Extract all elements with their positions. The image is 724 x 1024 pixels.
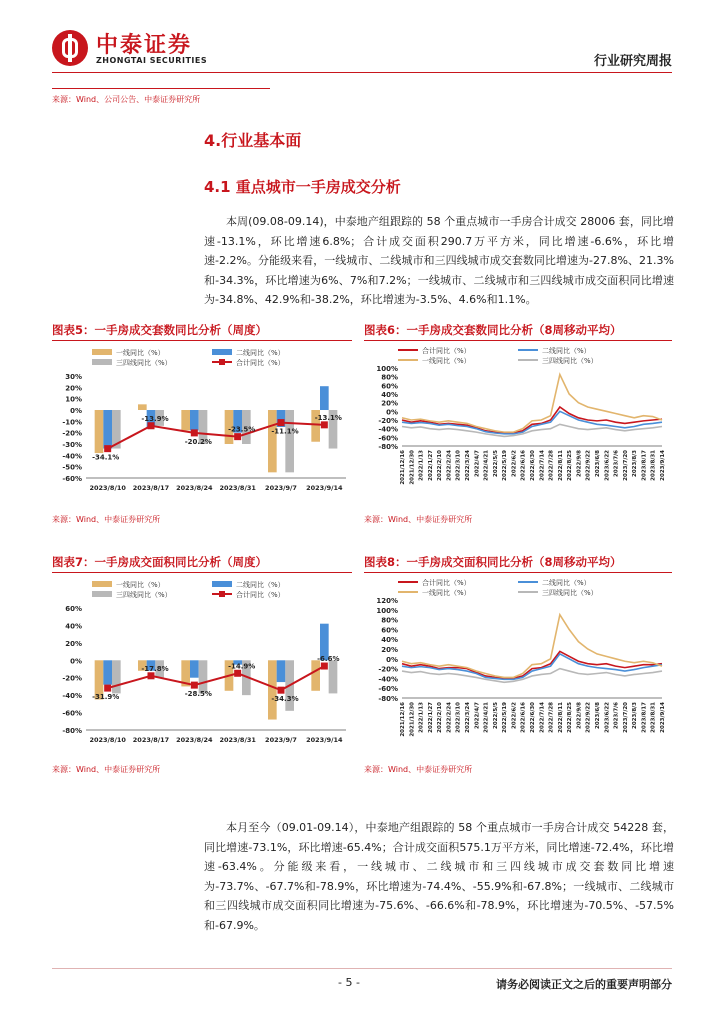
x-tick-label: 2023/7/20 bbox=[622, 450, 629, 481]
x-tick-label: 2022/5/19 bbox=[502, 702, 509, 733]
x-tick-label: 2022/5/5 bbox=[492, 702, 499, 729]
x-tick-label: 2022/6/2 bbox=[511, 450, 518, 477]
legend-label: 一线同比（%） bbox=[116, 349, 165, 357]
fig6-title: 图表6：一手房成交套数同比分析（8周移动平均） bbox=[364, 323, 622, 337]
logo-text-cn: 中泰证券 bbox=[96, 33, 193, 58]
y-tick-label: 20% bbox=[381, 646, 398, 654]
x-tick-label: 2022/4/21 bbox=[483, 702, 490, 733]
y-tick-label: 100% bbox=[376, 365, 398, 373]
paragraph-weekly: 本周(09.08-09.14)，中泰地产组跟踪的 58 个重点城市一手房合计成交 28006 套，同比增速-13.1%，环比增速6.8%；合计成交面积290.7万平方米，同比增速-6.6%，环比增速-2.2%。分能级来看，一线城市、二线城市和三四线城市成交套数同比增速为-27.8%、21.3%和-34.3%，环比增速为6%、7%和7.2%；一线城市、二线城市和三四线城市成交面积同比增速为-34.8%、42.9%和-38.2%，环比增速为-3.5%、4.6%和1.1%。 bbox=[204, 215, 674, 306]
data-label: -6.6% bbox=[317, 655, 340, 664]
x-tick-label: 2023/8/31 bbox=[219, 484, 256, 492]
x-tick-label: 2022/2/10 bbox=[437, 702, 444, 733]
y-tick-label: 0% bbox=[386, 408, 398, 417]
y-tick-label: -10% bbox=[62, 418, 82, 427]
data-label: -17.8% bbox=[141, 664, 169, 673]
x-tick-label: 2022/2/24 bbox=[446, 450, 453, 481]
y-tick-label: -80% bbox=[378, 695, 398, 703]
y-tick-label: -40% bbox=[62, 452, 82, 461]
y-tick-label: -60% bbox=[378, 685, 398, 694]
y-tick-label: -30% bbox=[62, 441, 82, 449]
x-tick-label: 2021/12/16 bbox=[400, 702, 406, 737]
x-tick-label: 2022/2/10 bbox=[437, 450, 444, 481]
fig5-chart bbox=[52, 344, 352, 504]
fig5-title-underline bbox=[52, 340, 352, 341]
bar bbox=[320, 386, 329, 410]
header-divider bbox=[52, 72, 672, 73]
y-tick-label: -80% bbox=[378, 443, 398, 451]
bar bbox=[112, 660, 121, 693]
y-tick-label: -20% bbox=[62, 674, 82, 683]
x-tick-label: 2023/8/31 bbox=[650, 450, 657, 481]
x-tick-label: 2023/9/14 bbox=[660, 450, 666, 481]
x-tick-label: 2022/6/16 bbox=[520, 450, 527, 481]
x-tick-label: 2022/4/21 bbox=[483, 450, 490, 481]
x-tick-label: 2023/6/22 bbox=[604, 702, 611, 733]
legend-bar-swatch bbox=[212, 581, 232, 587]
y-tick-label: 60% bbox=[381, 626, 398, 635]
x-tick-label: 2023/8/17 bbox=[132, 484, 170, 492]
legend-label: 三四线同比（%） bbox=[542, 357, 598, 365]
x-tick-label: 2023/8/24 bbox=[176, 484, 213, 492]
x-tick-label: 2022/9/8 bbox=[576, 450, 583, 477]
fig6-title-underline bbox=[364, 340, 672, 341]
y-tick-label: 0% bbox=[386, 655, 398, 664]
legend-label: 一线同比（%） bbox=[116, 581, 165, 589]
legend-bar-swatch bbox=[92, 359, 112, 365]
legend-label: 二线同比（%） bbox=[542, 347, 591, 355]
x-tick-label: 2022/7/28 bbox=[548, 450, 555, 481]
x-tick-label: 2023/7/6 bbox=[613, 702, 620, 729]
total-marker bbox=[321, 421, 328, 428]
bar bbox=[95, 410, 104, 453]
bar bbox=[138, 404, 147, 410]
footer-divider bbox=[52, 968, 672, 969]
x-tick-label: 2023/8/31 bbox=[650, 702, 657, 733]
fig5-source: 来源：Wind、中泰证券研究所 bbox=[52, 515, 161, 524]
legend-label: 二线同比（%） bbox=[542, 579, 591, 587]
x-tick-label: 2021/12/30 bbox=[409, 702, 416, 737]
bar bbox=[103, 410, 112, 449]
total-marker bbox=[148, 422, 155, 429]
y-tick-label: -20% bbox=[378, 665, 398, 674]
bar bbox=[199, 660, 208, 693]
legend-bar-swatch bbox=[92, 581, 112, 587]
section-heading: 4.行业基本面 bbox=[204, 131, 302, 150]
data-label: -23.5% bbox=[228, 425, 256, 434]
y-tick-label: 80% bbox=[381, 373, 398, 382]
y-tick-label: 120% bbox=[376, 597, 398, 605]
top-source-note: 来源：Wind、公司公告、中泰证券研究所 bbox=[52, 95, 201, 104]
fig8-chart bbox=[364, 576, 672, 756]
data-label: -11.1% bbox=[271, 427, 299, 436]
bar bbox=[277, 660, 286, 682]
x-tick-label: 2023/9/14 bbox=[306, 484, 343, 492]
bar bbox=[268, 410, 277, 472]
y-tick-label: 0% bbox=[70, 657, 82, 666]
x-tick-label: 2023/8/10 bbox=[89, 484, 126, 492]
total-marker bbox=[234, 433, 241, 440]
bar bbox=[190, 660, 199, 677]
x-tick-label: 2022/7/14 bbox=[539, 450, 546, 481]
x-tick-label: 2023/8/3 bbox=[632, 702, 639, 729]
total-marker bbox=[321, 663, 328, 670]
x-tick-label: 2022/4/7 bbox=[474, 450, 481, 477]
x-tick-label: 2022/8/11 bbox=[557, 450, 564, 481]
legend-label: 合计同比（%） bbox=[236, 359, 285, 367]
x-tick-label: 2023/8/17 bbox=[641, 450, 648, 481]
x-tick-label: 2022/6/2 bbox=[511, 702, 518, 729]
fig7-title-underline bbox=[52, 572, 352, 573]
x-tick-label: 2023/6/22 bbox=[604, 450, 611, 481]
x-tick-label: 2022/9/8 bbox=[576, 702, 583, 729]
x-tick-label: 2022/5/19 bbox=[502, 450, 509, 481]
y-tick-label: -60% bbox=[378, 434, 398, 443]
fig5-title: 图表5：一手房成交套数同比分析（周度） bbox=[52, 323, 267, 337]
y-tick-label: -40% bbox=[378, 675, 398, 684]
x-tick-label: 2022/9/22 bbox=[585, 702, 592, 733]
fig8-title: 图表8：一手房成交面积同比分析（8周移动平均） bbox=[364, 555, 622, 569]
bar bbox=[190, 410, 199, 430]
x-tick-label: 2022/8/11 bbox=[557, 702, 564, 733]
y-tick-label: 30% bbox=[65, 373, 82, 381]
fig8-title-underline bbox=[364, 572, 672, 573]
legend-label: 三四线同比（%） bbox=[116, 359, 172, 367]
legend-label: 合计同比（%） bbox=[422, 579, 471, 587]
x-tick-label: 2023/9/7 bbox=[265, 736, 297, 744]
x-tick-label: 2022/3/10 bbox=[455, 450, 462, 481]
y-tick-label: 40% bbox=[65, 622, 82, 631]
x-tick-label: 2021/12/30 bbox=[409, 450, 416, 485]
fig6-source: 来源：Wind、中泰证券研究所 bbox=[364, 515, 473, 524]
bar bbox=[285, 410, 294, 472]
x-tick-label: 2022/4/7 bbox=[474, 702, 481, 729]
data-label: -14.9% bbox=[228, 662, 256, 671]
subsection-heading: 4.1 重点城市一手房成交分析 bbox=[204, 178, 401, 196]
y-tick-label: 10% bbox=[65, 395, 82, 404]
y-tick-label: -60% bbox=[62, 475, 82, 483]
data-label: -13.1% bbox=[314, 413, 342, 422]
bar bbox=[181, 410, 190, 430]
report-type: 行业研究周报 bbox=[593, 54, 672, 69]
y-tick-label: -40% bbox=[378, 425, 398, 434]
bar bbox=[268, 660, 277, 719]
x-tick-label: 2023/9/14 bbox=[306, 736, 343, 744]
x-tick-label: 2022/3/24 bbox=[465, 702, 471, 733]
fig7-chart bbox=[52, 576, 352, 756]
legend-label: 合计同比（%） bbox=[236, 591, 285, 599]
y-tick-label: 20% bbox=[65, 639, 82, 648]
y-tick-label: 0% bbox=[70, 407, 82, 415]
x-tick-label: 2022/2/24 bbox=[446, 702, 453, 733]
bar bbox=[329, 660, 338, 693]
x-tick-label: 2023/8/24 bbox=[176, 736, 213, 744]
logo-mark-icon bbox=[52, 30, 88, 66]
x-tick-label: 2022/6/30 bbox=[530, 450, 536, 481]
data-label: -34.1% bbox=[92, 453, 120, 462]
page-number: - 5 - bbox=[338, 976, 360, 989]
total-marker bbox=[104, 445, 111, 452]
total-marker bbox=[278, 687, 285, 694]
y-tick-label: -40% bbox=[62, 692, 82, 701]
legend-label: 一线同比（%） bbox=[422, 589, 471, 597]
legend-label: 二线同比（%） bbox=[236, 349, 285, 357]
y-tick-label: 80% bbox=[381, 616, 398, 625]
x-tick-label: 2022/7/14 bbox=[539, 702, 546, 733]
total-marker bbox=[148, 672, 155, 679]
data-label: -34.3% bbox=[271, 695, 299, 704]
x-tick-label: 2023/7/20 bbox=[622, 702, 629, 733]
data-label: -28.5% bbox=[184, 690, 212, 699]
x-tick-label: 2022/6/16 bbox=[520, 702, 527, 733]
x-tick-label: 2023/9/14 bbox=[660, 702, 666, 733]
legend-bar-swatch bbox=[92, 591, 112, 597]
x-tick-label: 2022/1/13 bbox=[418, 450, 425, 481]
x-tick-label: 2021/12/16 bbox=[400, 450, 406, 485]
x-tick-label: 2022/1/27 bbox=[427, 702, 434, 733]
x-tick-label: 2023/8/31 bbox=[219, 736, 256, 744]
data-label: -13.9% bbox=[141, 414, 169, 423]
data-label: -20.2% bbox=[184, 437, 212, 446]
x-tick-label: 2022/3/24 bbox=[465, 450, 471, 481]
x-tick-label: 2023/7/6 bbox=[613, 450, 620, 477]
legend-marker-swatch bbox=[219, 359, 225, 365]
x-tick-label: 2023/8/17 bbox=[641, 702, 648, 733]
y-tick-label: 40% bbox=[381, 391, 398, 399]
x-tick-label: 2023/8/17 bbox=[132, 736, 170, 744]
x-tick-label: 2022/8/25 bbox=[567, 450, 574, 481]
fig6-chart bbox=[364, 344, 672, 504]
legend-label: 一线同比（%） bbox=[422, 357, 471, 365]
paragraph-monthly: 本月至今（09.01-09.14），中泰地产组跟踪的 58 个重点城市一手房合计成交 54228 套，同比增速-73.1%，环比增速-65.4%；合计成交面积575.1万平方米，同比增速-72.4%，环比增速-63.4%。分能级来看，一线城市、二线城市和三四线城市成交套数同比增速为-73.7%、-67.7%和-78.9%，环比增速为-74.4%、-55.9%和-67.8%；一线城市、二线城市和三四线城市成交面积同比增速为-75.6%、-66.6%和-78.9%，环比增速为-70.5%、-57.5%和-67.9%。 bbox=[204, 821, 674, 932]
y-tick-label: -80% bbox=[62, 727, 82, 735]
x-tick-label: 2022/6/30 bbox=[530, 702, 536, 733]
x-tick-label: 2022/3/10 bbox=[455, 702, 462, 733]
legend-label: 二线同比（%） bbox=[236, 581, 285, 589]
total-marker bbox=[104, 685, 111, 692]
x-tick-label: 2023/6/8 bbox=[595, 450, 601, 477]
logo-text-en: ZHONGTAI SECURITIES bbox=[96, 56, 208, 65]
y-tick-label: 100% bbox=[376, 606, 398, 615]
legend-label: 合计同比（%） bbox=[422, 347, 471, 355]
x-tick-label: 2023/8/10 bbox=[89, 736, 126, 744]
y-tick-label: 60% bbox=[381, 382, 398, 391]
x-tick-label: 2022/5/5 bbox=[492, 450, 499, 477]
y-tick-label: -60% bbox=[62, 709, 82, 718]
bar bbox=[311, 660, 320, 691]
legend-label: 三四线同比（%） bbox=[542, 589, 598, 597]
data-label: -31.9% bbox=[92, 693, 120, 702]
bar bbox=[103, 660, 112, 684]
y-tick-label: -20% bbox=[62, 429, 82, 438]
company-logo bbox=[52, 26, 222, 70]
x-tick-label: 2022/9/22 bbox=[585, 450, 592, 481]
x-tick-label: 2023/6/8 bbox=[595, 702, 601, 729]
legend-bar-swatch bbox=[212, 349, 232, 355]
fig8-source: 来源：Wind、中泰证券研究所 bbox=[364, 765, 473, 774]
x-tick-label: 2022/8/25 bbox=[567, 702, 574, 733]
total-marker bbox=[278, 419, 285, 426]
fig7-source: 来源：Wind、中泰证券研究所 bbox=[52, 765, 161, 774]
legend-bar-swatch bbox=[92, 349, 112, 355]
x-tick-label: 2022/7/28 bbox=[548, 702, 555, 733]
source-divider bbox=[52, 88, 270, 89]
y-tick-label: 20% bbox=[381, 399, 398, 408]
x-tick-label: 2022/1/13 bbox=[418, 702, 425, 733]
y-tick-label: -20% bbox=[378, 417, 398, 425]
x-tick-label: 2023/8/3 bbox=[632, 450, 639, 477]
x-tick-label: 2023/9/7 bbox=[265, 484, 297, 492]
y-tick-label: 40% bbox=[381, 636, 398, 645]
y-tick-label: 20% bbox=[65, 384, 82, 393]
y-tick-label: 60% bbox=[65, 605, 82, 613]
legend-marker-swatch bbox=[219, 591, 225, 597]
total-marker bbox=[191, 429, 198, 436]
total-marker bbox=[191, 682, 198, 689]
x-tick-label: 2022/1/27 bbox=[427, 450, 434, 481]
legend-label: 三四线同比（%） bbox=[116, 591, 172, 599]
footer-disclaimer: 请务必阅读正文之后的重要声明部分 bbox=[496, 978, 672, 991]
total-marker bbox=[234, 670, 241, 677]
y-tick-label: -50% bbox=[62, 463, 82, 472]
fig7-title: 图表7：一手房成交面积同比分析（周度） bbox=[52, 555, 267, 569]
